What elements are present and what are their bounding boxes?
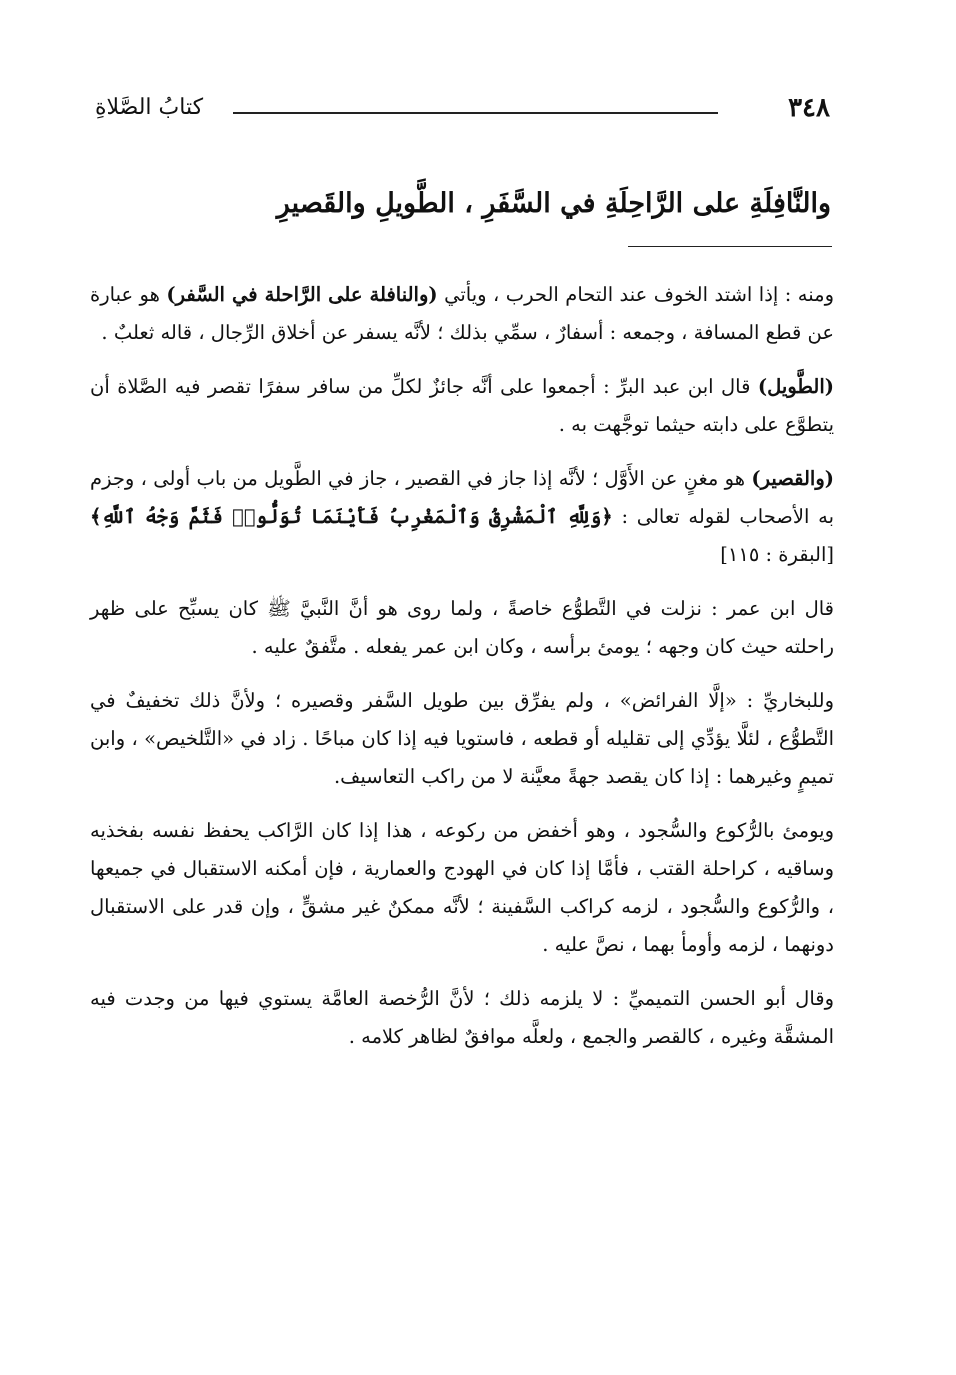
- paragraph-3: [90, 460, 834, 574]
- paragraph-text: قال ابن عمر : نزلت في التَّطوُّع خاصةً ، ولما روى هو أنَّ النَّبيَّ ﷺ كان يسبِّح على ظهر راحلته حيث كان وجهه ؛ يومئ برأسه ، وكان ابن عمر يفعله . متَّفقٌ عليه .: [90, 597, 834, 658]
- book-title: كتابُ الصَّلاةِ: [95, 95, 204, 120]
- quran-verse: ﴿وَلِلَّهِ ٱلْمَشْرِقُ وَٱلْمَغْرِبُ فَأَيْنَمَا تُوَلُّوا۟ فَثَمَّ وَجْهُ ٱللَّهِ﴾: [90, 505, 613, 528]
- paragraph-5: [90, 682, 834, 796]
- verse-reference: [البقرة : ١١٥]: [720, 543, 834, 566]
- matn-quote: (الطَّويل): [757, 375, 834, 398]
- section-title: والنَّافِلَةِ على الرَّاحِلَةِ في السَّفَرِ ، الطَّويلِ والقَصيرِ: [276, 188, 831, 219]
- paragraph-text: ومنه : إذا اشتد الخوف عند التحام الحرب ، ويأتي: [437, 283, 834, 306]
- paragraph-2: [90, 368, 834, 444]
- paragraph-text: هو مغنٍ عن الأَوَّل ؛ لأنَّه إذا جاز في القصير ، جاز في الطَّويل من باب أولى ، وجزم به الأصحاب لقوله تعالى :: [90, 467, 834, 528]
- page-header: [95, 93, 830, 127]
- paragraph-6: [90, 812, 834, 964]
- paragraph-7: [90, 980, 834, 1056]
- paragraph-text: هو عبارة عن قطع المسافة ، وجمعه : أسفارٌ ، سمِّي بذلك ؛ لأنَّه يسفر عن أخلاق الرِّجال ، قاله ثعلبٌ .: [90, 283, 834, 344]
- paragraph-1: [90, 276, 834, 352]
- matn-quote: (والقصير): [751, 467, 834, 490]
- paragraph-text: وقال أبو الحسن التميميِّ : لا يلزمه ذلك ؛ لأنَّ الرُّخصة العامَّة يستوي فيها من وجدت فيه المشقَّة وغيره ، كالقصر والجمع ، ولعلَّه موافقٌ لظاهر كلامه .: [90, 987, 834, 1048]
- paragraph-text: ويومئ بالرُّكوع والسُّجود ، وهو أخفض من ركوعه ، هذا إذا كان الرَّاكب يحفظ نفسه بفخذيه وساقيه ، كراحلة القتب ، فأمَّا إذا كان في الهودج والعمارية ، فإن أمكنه الاستقبال في جميعها ، والرُّكوع والسُّجود ، لزمه كراكب السَّفينة ؛ لأنَّه ممكنٌ غير مشقٍّ ، وإن قدر على الاستقبال دونهما ، لزمه وأومأ بهما ، نصَّ عليه .: [90, 819, 834, 956]
- paragraph-text: وللبخاريِّ : «إلَّا الفرائض» ، ولم يفرِّق بين طويل السَّفر وقصيره ؛ ولأنَّ ذلك تخفيفٌ في التَّطوُّع ، لئلَّا يؤدِّي إلى تقليله أو قطعه ، فاستويا فيه إذا كان مباحًا . زاد في «التَّلخيص» ، وابن تميمٍ وغيرهما : إذا كان يقصد جهةً معيَّنة لا من راكب التعاسيف.: [90, 689, 834, 788]
- paragraph-4: [90, 590, 834, 666]
- body-text: [90, 276, 834, 1072]
- header-rule: [233, 112, 718, 114]
- matn-quote: (والنافلة على الرَّاحلة في السَّفر): [166, 283, 438, 306]
- page-number: ٣٤٨: [788, 93, 830, 123]
- title-underline: [628, 246, 832, 247]
- paragraph-text: قال ابن عبد البرِّ : أجمعوا على أنَّه جائزٌ لكلِّ من سافر سفرًا تقصر فيه الصَّلاة أن يتطوَّع على دابته حيثما توجَّهت به .: [90, 375, 834, 436]
